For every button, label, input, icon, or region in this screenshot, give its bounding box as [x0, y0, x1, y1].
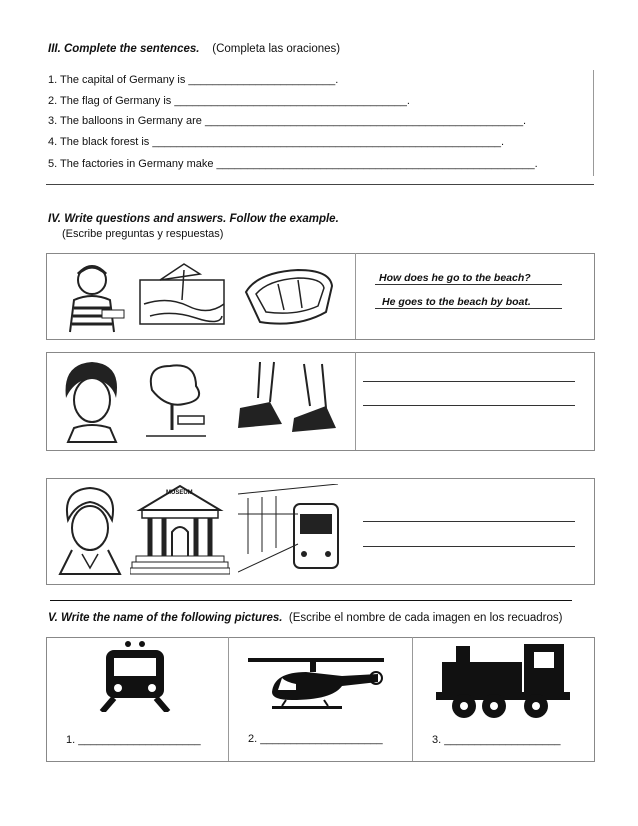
train-icon — [98, 640, 172, 712]
picture-2-answer[interactable]: 2. ____________________ — [248, 733, 383, 745]
park-icon — [140, 360, 210, 442]
section-4-title: IV. Write questions and answers. Follow the example. — [48, 213, 339, 225]
section-5-subtitle: (Escribe el nombre de cada imagen en los recuadros) — [288, 612, 563, 624]
section-4-heading — [48, 213, 339, 225]
example-question-line — [375, 284, 562, 285]
boy-portrait-icon — [52, 484, 128, 576]
steam-locomotive-icon — [436, 640, 570, 720]
helicopter-icon — [246, 652, 386, 710]
boat-icon — [238, 262, 338, 334]
walking-feet-icon — [230, 358, 340, 438]
picture-divider-1 — [228, 637, 229, 761]
section-4-subtitle: (Escribe preguntas y respuestas) — [62, 228, 224, 240]
picture-divider-2 — [412, 637, 413, 761]
girl-icon — [52, 358, 132, 444]
section-divider — [46, 184, 594, 185]
sentence-4: 4. The black forest is _________________________________________________________. — [48, 136, 505, 148]
answer-line-3a[interactable] — [363, 521, 575, 522]
answer-line-2a[interactable] — [363, 381, 575, 382]
boy-icon — [52, 258, 132, 334]
example-box-divider — [355, 253, 356, 339]
subway-train-icon — [238, 484, 342, 574]
question-box-2-divider — [355, 352, 356, 450]
museum-sign: MUSEUM — [166, 490, 193, 496]
answer-line-3b[interactable] — [363, 546, 575, 547]
sentence-3: 3. The balloons in Germany are ____________________________________________________. — [48, 115, 527, 127]
picture-1-answer[interactable]: 1. ____________________ — [66, 734, 201, 746]
example-answer: He goes to the beach by boat. — [382, 296, 531, 308]
picture-3-answer[interactable]: 3. ___________________ — [432, 734, 561, 746]
sentence-5: 5. The factories in Germany make ____________________________________________________. — [48, 158, 538, 170]
section-divider-2 — [50, 600, 572, 601]
example-question: How does he go to the beach? — [379, 272, 531, 284]
section-3-heading — [48, 43, 340, 55]
section-5-heading — [48, 612, 563, 624]
answer-line-2b[interactable] — [363, 405, 575, 406]
sentence-1: 1. The capital of Germany is ________________________. — [48, 74, 339, 86]
sentence-2: 2. The flag of Germany is ______________________________________. — [48, 95, 410, 107]
section-3-subtitle: (Completa las oraciones) — [212, 43, 341, 55]
example-answer-line — [375, 308, 562, 309]
museum-icon — [130, 482, 230, 578]
beach-icon — [138, 260, 228, 328]
section-3-title: III. Complete the sentences. — [48, 43, 200, 55]
section-5-title: V. Write the name of the following pictures. — [48, 612, 283, 624]
section-3-right-border — [593, 70, 594, 176]
